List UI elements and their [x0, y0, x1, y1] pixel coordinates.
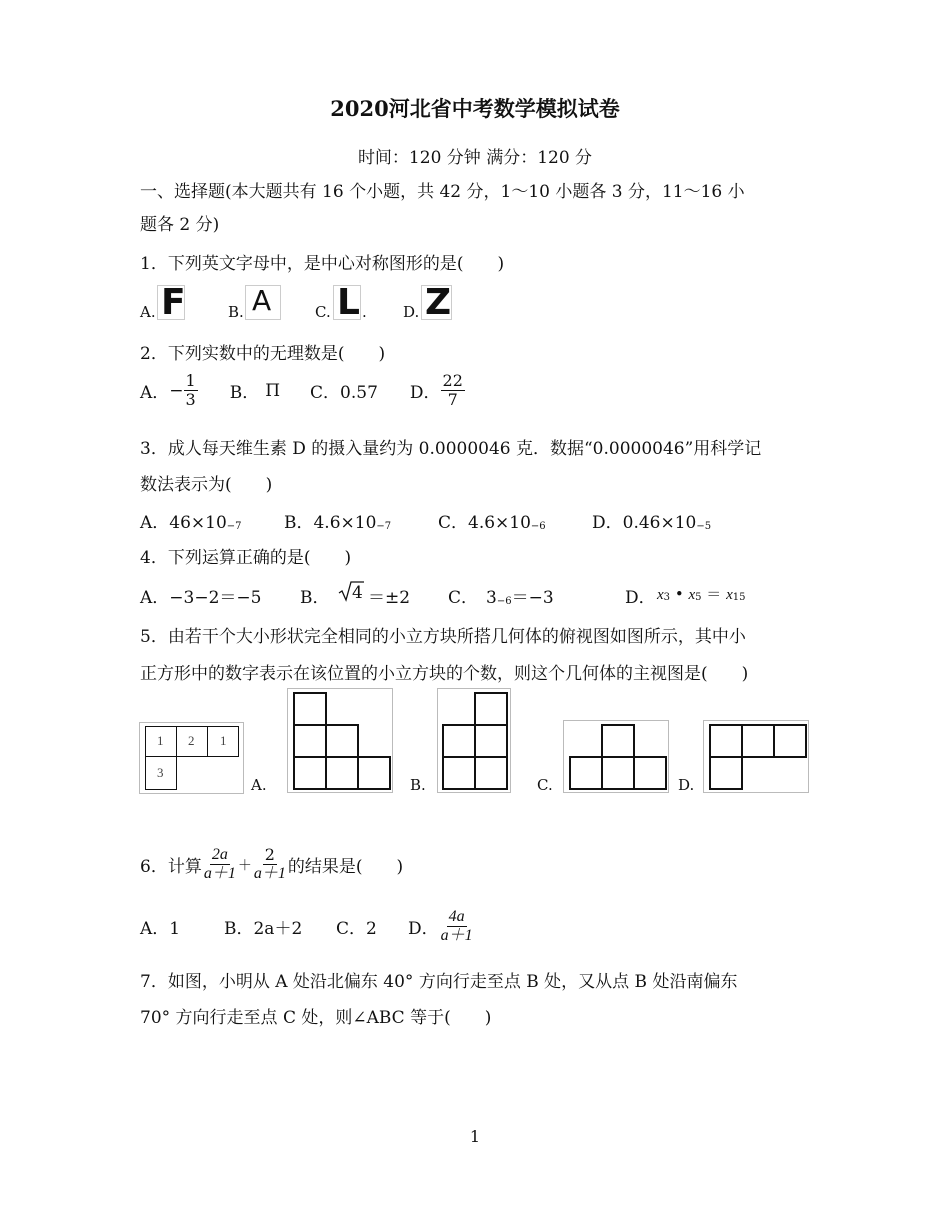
option-c-exp: −6 [496, 596, 512, 607]
option-b-exp: −7 [376, 521, 392, 532]
front-view-cell [293, 692, 327, 726]
radicand: 4 [352, 583, 363, 603]
front-view-cell [442, 724, 476, 758]
denominator: a＋1 [440, 927, 473, 945]
exp-15: 15 [732, 592, 746, 603]
numerator: 2 [264, 845, 275, 864]
numerator: 1 [185, 371, 196, 390]
option-b: B．2a＋2 [224, 919, 303, 940]
front-view-cell [633, 756, 667, 790]
letter-f-image [157, 282, 186, 323]
letter-a: A [252, 284, 272, 317]
figure-c-label: C. [537, 776, 553, 794]
option-a-exp: −7 [226, 521, 242, 532]
option-c: C．2 [336, 919, 377, 940]
option-d-label: D． [408, 919, 439, 940]
option-d-base: D．0.46×10 [592, 513, 697, 533]
front-view-cell [773, 724, 807, 758]
front-view-cell [293, 724, 327, 758]
top-view-figure [139, 722, 244, 794]
question-1-stem: 1．下列英文字母中，是中心对称图形的是( ) [140, 254, 505, 274]
denominator: a＋1 [203, 865, 236, 883]
front-view-cell [474, 692, 508, 726]
fraction-2a-over-a-plus-1 [202, 846, 238, 884]
option-c: C．0.57 [310, 383, 378, 404]
option-b-base: B．4.6×10 [284, 513, 377, 533]
front-view-cell [474, 756, 508, 790]
question-6-options [140, 908, 475, 946]
question-7-line2: 70° 方向行走至点 C 处，则∠ABC 等于( ) [140, 1008, 492, 1028]
option-d-label: D. [403, 303, 420, 321]
var-x: x [726, 587, 733, 603]
front-view-cell [741, 724, 775, 758]
option-d-exp: −5 [696, 521, 712, 532]
option-c-exp: −6 [530, 521, 546, 532]
numerator: 22 [442, 371, 463, 390]
denominator: 7 [447, 390, 458, 410]
option-c-base: C．4.6×10 [438, 513, 531, 533]
question-2-stem: 2．下列实数中的无理数是( ) [140, 344, 386, 364]
letter-l: L [337, 282, 360, 323]
front-view-cell [325, 724, 359, 758]
fraction-22-7 [441, 372, 465, 410]
front-view-cell [474, 724, 508, 758]
section-heading-line2: 题各 2 分) [140, 215, 220, 235]
option-b-label: B. [228, 303, 244, 321]
option-b-front-view [437, 688, 511, 793]
option-c [438, 508, 592, 533]
question-2-options [140, 372, 465, 410]
top-view-count: 2 [188, 733, 195, 748]
question-6-lead: 6．计算 [140, 857, 202, 878]
top-view-count: 3 [157, 765, 164, 780]
option-a-label: A. [140, 303, 156, 321]
numerator: 2a [210, 846, 230, 865]
question-5-line1: 5．由若干个大小形状完全相同的小立方块所搭几何体的俯视图如图所示，其中小 [140, 627, 746, 647]
front-view-cell [442, 756, 476, 790]
option-c-front-view [563, 720, 669, 793]
fraction-one-third [184, 372, 198, 410]
letter-l-image [333, 282, 361, 323]
option-c-base: 3 [486, 588, 497, 608]
question-7-line1: 7．如图，小明从 A 处沿北偏东 40° 方向行走至点 B 处，又从点 B 处沿南偏东 [140, 972, 738, 992]
question-4-stem: 4．下列运算正确的是( ) [140, 548, 352, 568]
figure-d-label: D. [678, 776, 695, 794]
option-b-rest: ＝±2 [368, 588, 411, 608]
option-c-rest: ＝−3 [511, 588, 554, 608]
question-6-tail: 的结果是( ) [287, 857, 404, 878]
question-5-line2: 正方形中的数字表示在该位置的小立方块的个数，则这个几何体的主视图是( ) [140, 664, 749, 684]
option-a-front-view [287, 688, 393, 793]
dot-operator: • [674, 585, 684, 603]
section-heading-line1: 一、选择题(本大题共有 16 个小题，共 42 分，1～10 小题各 3 分，11～16 小 [140, 182, 745, 202]
option-d [657, 583, 746, 604]
option-b-value: Π [265, 380, 281, 401]
numerator: 4a [447, 908, 467, 927]
front-view-cell [569, 756, 603, 790]
front-view-cell [357, 756, 391, 790]
option-a: A．1 [140, 919, 181, 940]
top-view-count: 1 [157, 733, 164, 748]
exam-info: 时间：120 分钟 满分：120 分 [357, 148, 593, 168]
exp-5: 5 [695, 592, 702, 603]
front-view-cell [293, 756, 327, 790]
option-c-label: C. [315, 303, 331, 321]
figure-a-label: A. [251, 776, 267, 794]
sqrt-4 [338, 580, 364, 607]
page-title: 2020河北省中考数学模拟试卷 [330, 96, 620, 121]
top-view-count: 1 [220, 733, 227, 748]
minus-sign: − [169, 380, 184, 401]
option-c-suffix: . [362, 303, 367, 321]
question-3-line2: 数法表示为( ) [140, 475, 273, 495]
page-number: 1 [469, 1127, 481, 1146]
fraction-2-over-a-plus-1 [252, 846, 288, 884]
option-d-label: D． [625, 588, 656, 608]
option-a-base: A．46×10 [140, 513, 227, 533]
front-view-cell [709, 724, 743, 758]
letter-z: Z [425, 282, 452, 323]
equals-sign: ＝ [706, 585, 722, 603]
fraction-4a-over-a-plus-1 [439, 908, 475, 946]
option-a: A．−3−2＝−5 [140, 588, 262, 608]
option-d [592, 513, 711, 533]
letter-f: F [161, 282, 186, 323]
front-view-cell [601, 724, 635, 758]
front-view-cell [601, 756, 635, 790]
option-b [284, 508, 438, 533]
question-6-stem [140, 846, 403, 884]
option-a [140, 508, 284, 533]
option-d-front-view [703, 720, 809, 793]
letter-z-image [421, 282, 452, 323]
option-b-label: B． [300, 588, 330, 608]
option-a-label: A． [140, 383, 170, 404]
option-c-label: C． [448, 588, 479, 608]
var-x: x [657, 587, 664, 603]
figure-b-label: B. [410, 776, 426, 794]
option-d-label: D． [409, 383, 441, 404]
plus-sign: ＋ [237, 857, 252, 874]
front-view-cell [325, 756, 359, 790]
front-view-cell [709, 756, 743, 790]
var-x: x [688, 587, 696, 603]
question-3-line1: 3．成人每天维生素 D 的摄入量约为 0.0000046 克．数据“0.0000046”用科学记 [140, 439, 762, 459]
option-c [486, 583, 554, 608]
denominator: 3 [185, 390, 196, 410]
option-b-label: B． [229, 383, 260, 404]
letter-a-image [245, 285, 281, 320]
denominator: a＋1 [253, 865, 286, 883]
question-3-options [140, 508, 711, 533]
exp-3: 3 [663, 592, 671, 603]
